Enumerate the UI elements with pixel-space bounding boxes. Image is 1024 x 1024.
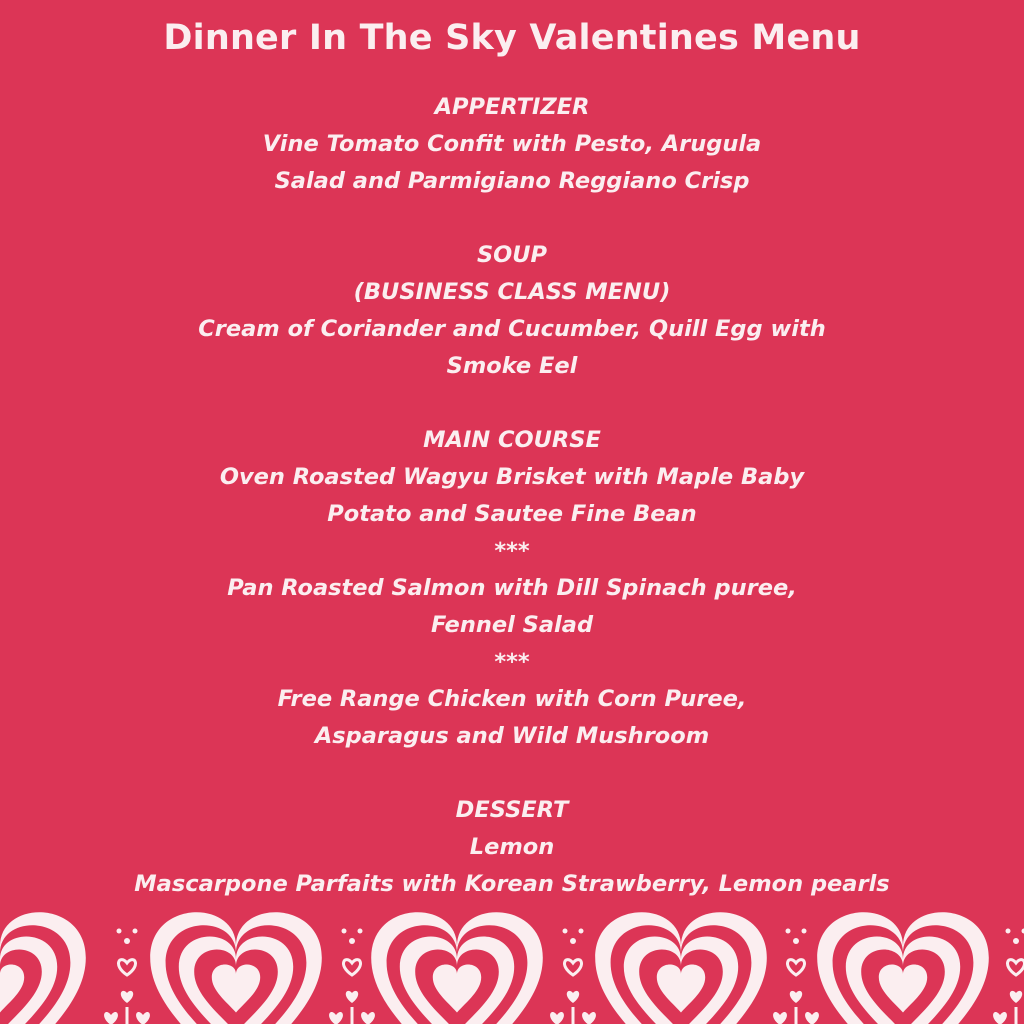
sprig-ornament [993, 929, 1024, 1024]
appetizer-heading: APPERTIZER [434, 94, 590, 120]
main-course-section [0, 422, 1024, 755]
soup-dish-line: Smoke Eel [446, 353, 578, 379]
soup-subheading: (BUSINESS CLASS MENU) [353, 279, 671, 305]
soup-dish-line: Cream of Coriander and Cucumber, Quill Egg with [198, 316, 826, 342]
soup-heading: SOUP [476, 242, 548, 268]
sprig-ornament [773, 929, 819, 1024]
dessert-dish-line: Lemon [469, 834, 555, 860]
main-course-heading: MAIN COURSE [423, 427, 601, 453]
heart-ornament [595, 912, 767, 1024]
sprig-ornament [329, 929, 375, 1024]
heart-ornament [150, 912, 322, 1024]
main-course-dish-line: Potato and Sautee Fine Bean [327, 501, 697, 527]
soup-section [0, 237, 1024, 385]
menu-body [0, 89, 1024, 903]
sprig-ornament [104, 929, 150, 1024]
heart-ornament [817, 912, 989, 1024]
dish-separator: *** [494, 538, 530, 564]
heart-ornament [0, 912, 86, 1024]
main-course-dish-line: Asparagus and Wild Mushroom [314, 723, 710, 749]
appetizer-section [0, 89, 1024, 200]
appetizer-dish-line: Salad and Parmigiano Reggiano Crisp [274, 168, 750, 194]
main-course-dish-line: Free Range Chicken with Corn Puree, [277, 686, 747, 712]
dish-separator: *** [494, 649, 530, 675]
sprig-ornament [550, 929, 596, 1024]
dessert-dish-line: Mascarpone Parfaits with Korean Strawberry, Lemon pearls [134, 871, 890, 897]
main-course-dish-line: Oven Roasted Wagyu Brisket with Maple Baby [219, 464, 805, 490]
menu-title: Dinner In The Sky Valentines Menu [163, 18, 861, 58]
dessert-heading: DESSERT [455, 797, 569, 823]
heart-border-decoration [0, 880, 1024, 1024]
appetizer-dish-line: Vine Tomato Confit with Pesto, Arugula [262, 131, 762, 157]
main-course-dish-line: Pan Roasted Salmon with Dill Spinach puree, [227, 575, 797, 601]
heart-ornament [371, 912, 543, 1024]
main-course-dish-line: Fennel Salad [430, 612, 594, 638]
